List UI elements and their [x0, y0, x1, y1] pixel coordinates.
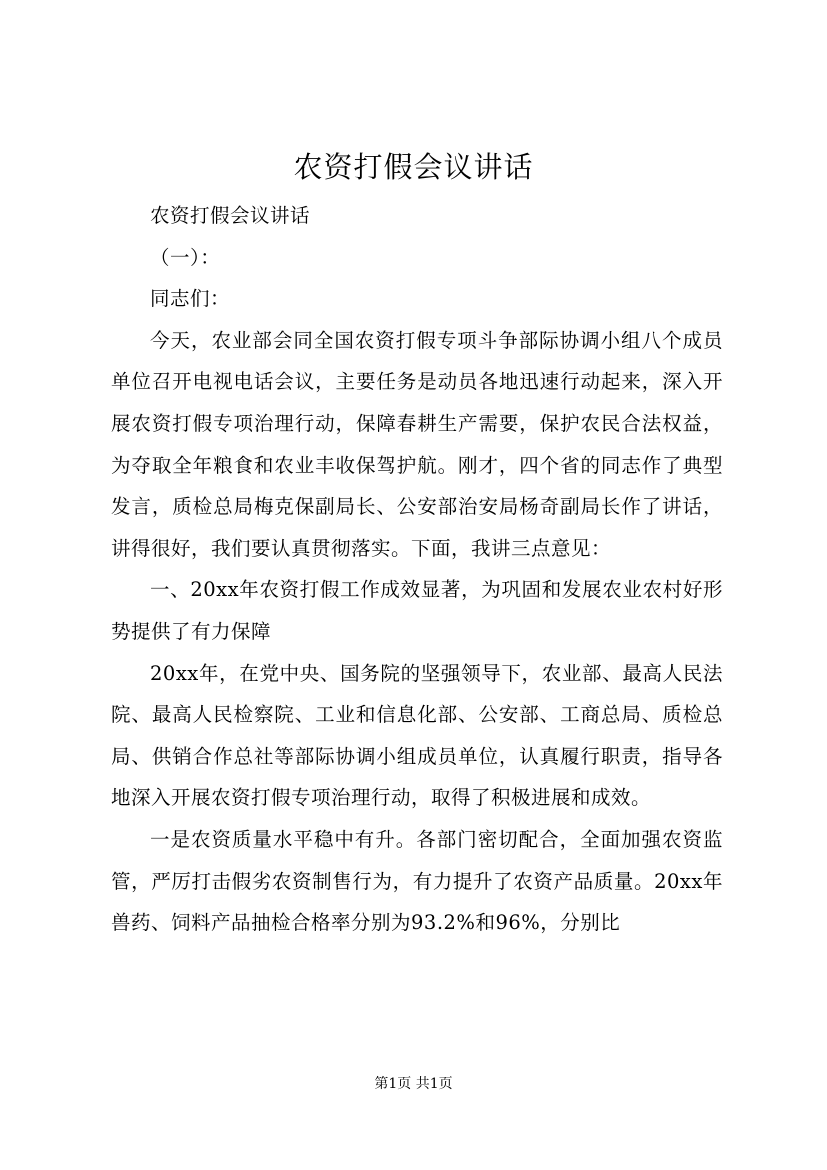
paragraph-subtitle: 农资打假会议讲话	[150, 204, 311, 227]
paragraph-achievements: 20xx年，在党中央、国务院的坚强领导下，农业部、最高人民法院、最高人民检察院、工业和信息化部、公安部、工商总局、质检总局、供销合作总社等部际协调小组成员单位，认真履行职责，指导各地深入开展农资打假专项治理行动，取得了积极进展和成效。	[111, 661, 723, 810]
document-title: 农资打假会议讲话	[293, 150, 534, 184]
paragraph-section-number: （一）：	[150, 245, 221, 269]
paragraph-salutation: 同志们：	[150, 287, 231, 311]
paragraph-opening: 今天，农业部会同全国农资打假专项斗争部际协调小组八个成员单位召开电视电话会议，主要任务是动员各地迅速行动起来，深入开展农资打假专项治理行动，保障春耕生产需要，保护农民合法权益，为夺取全年粮食和农业丰收保驾护航。刚才，四个省的同志作了典型发言，质检总局梅克保副局长、公安部治安局杨奇副局长作了讲话，讲得很好，我们要认真贯彻落实。下面，我讲三点意见：	[111, 328, 723, 560]
page-footer: 第1页 共1页	[374, 1076, 453, 1092]
document-body	[111, 195, 723, 944]
paragraph-quality: 一是农资质量水平稳中有升。各部门密切配合，全面加强农资监管，严厉打击假劣农资制售行为，有力提升了农资产品质量。20xx年兽药、饲料产品抽检合格率分别为93.2%和96%，分别比	[111, 827, 723, 935]
paragraph-heading-one: 一、20xx年农资打假工作成效显著，为巩固和发展农业农村好形势提供了有力保障	[111, 578, 723, 643]
